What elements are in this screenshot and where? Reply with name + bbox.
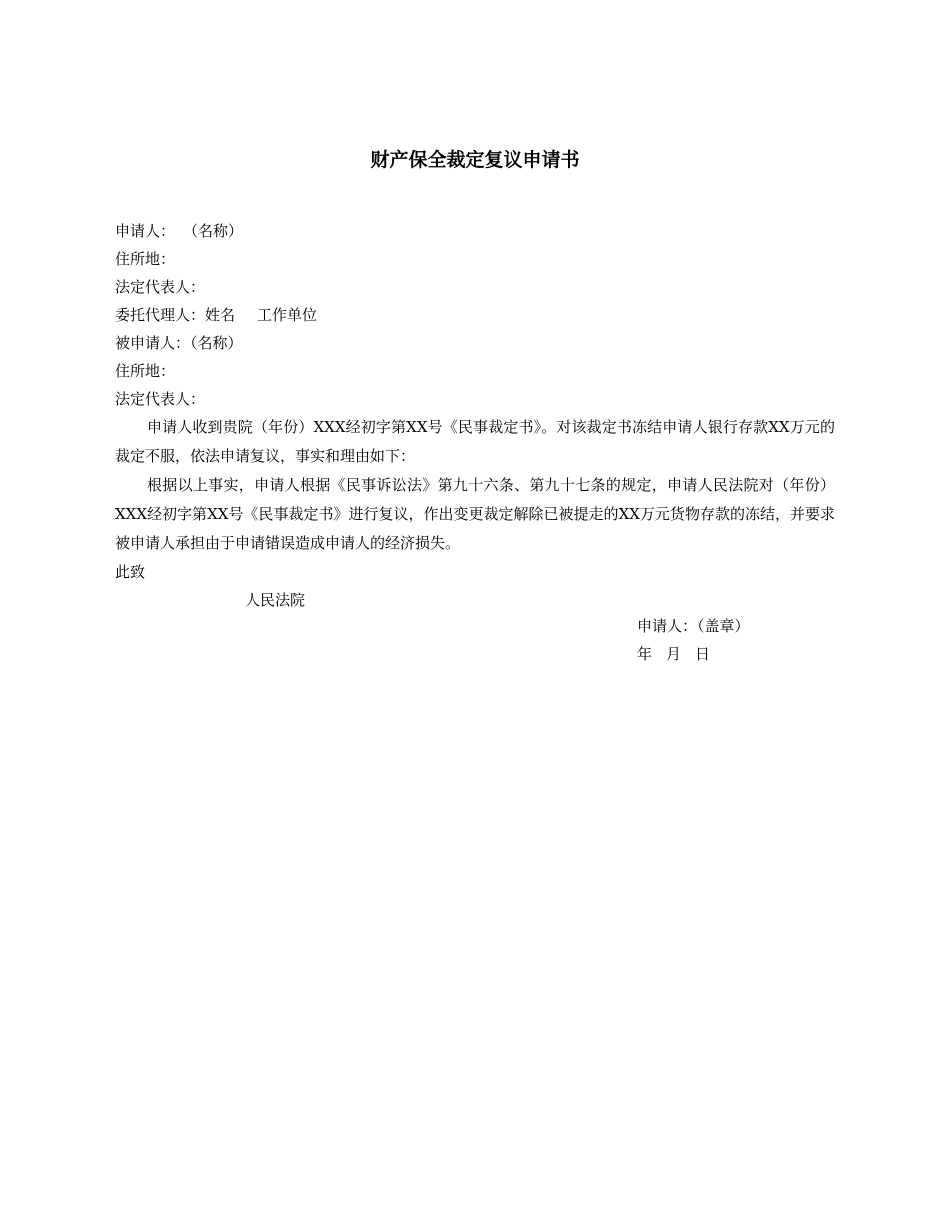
signature-block bbox=[637, 612, 750, 668]
applicant-legal-rep: 法定代表人： bbox=[115, 278, 206, 296]
applicant-value: （名称） bbox=[183, 222, 244, 240]
respondent-label: 被申请人： bbox=[115, 334, 191, 352]
date-day: 日 bbox=[695, 645, 711, 663]
document-body bbox=[115, 217, 835, 614]
date-month: 月 bbox=[666, 645, 682, 663]
respondent-line bbox=[115, 329, 835, 357]
agent-unit: 工作单位 bbox=[257, 306, 318, 324]
paragraph-request: 根据以上事实，申请人根据《民事诉讼法》第九十六条、第九十七条的规定，申请人民法院对（年份）XXX经初字第XX号《民事裁定书》进行复议，作出变更裁定解除已被提走的XX万元货物存款的冻结，并要求被申请人承担由于申请错误造成申请人的经济损失。 bbox=[115, 476, 835, 552]
page-title: 财产保全裁定复议申请书 bbox=[370, 149, 580, 171]
signature-date bbox=[637, 640, 750, 668]
applicant-address: 住所地： bbox=[115, 250, 176, 268]
respondent-address: 住所地： bbox=[115, 362, 176, 380]
signature-label: 申请人：（盖章） bbox=[637, 617, 750, 635]
respondent-legal-rep: 法定代表人： bbox=[115, 390, 206, 408]
closing-salutation: 此致 bbox=[115, 563, 146, 581]
paragraph-facts: 申请人收到贵院（年份）XXX经初字第XX号《民事裁定书》。对该裁定书冻结申请人银行存款XX万元的裁定不服，依法申请复议，事实和理由如下： bbox=[115, 418, 835, 465]
agent-line bbox=[115, 301, 835, 329]
applicant-line bbox=[115, 217, 835, 245]
date-year: 年 bbox=[637, 645, 653, 663]
respondent-value: （名称） bbox=[190, 334, 243, 352]
court-name: 人民法院 bbox=[245, 591, 306, 609]
agent-label: 委托代理人：姓名 bbox=[115, 306, 236, 324]
applicant-label: 申请人： bbox=[115, 222, 176, 240]
